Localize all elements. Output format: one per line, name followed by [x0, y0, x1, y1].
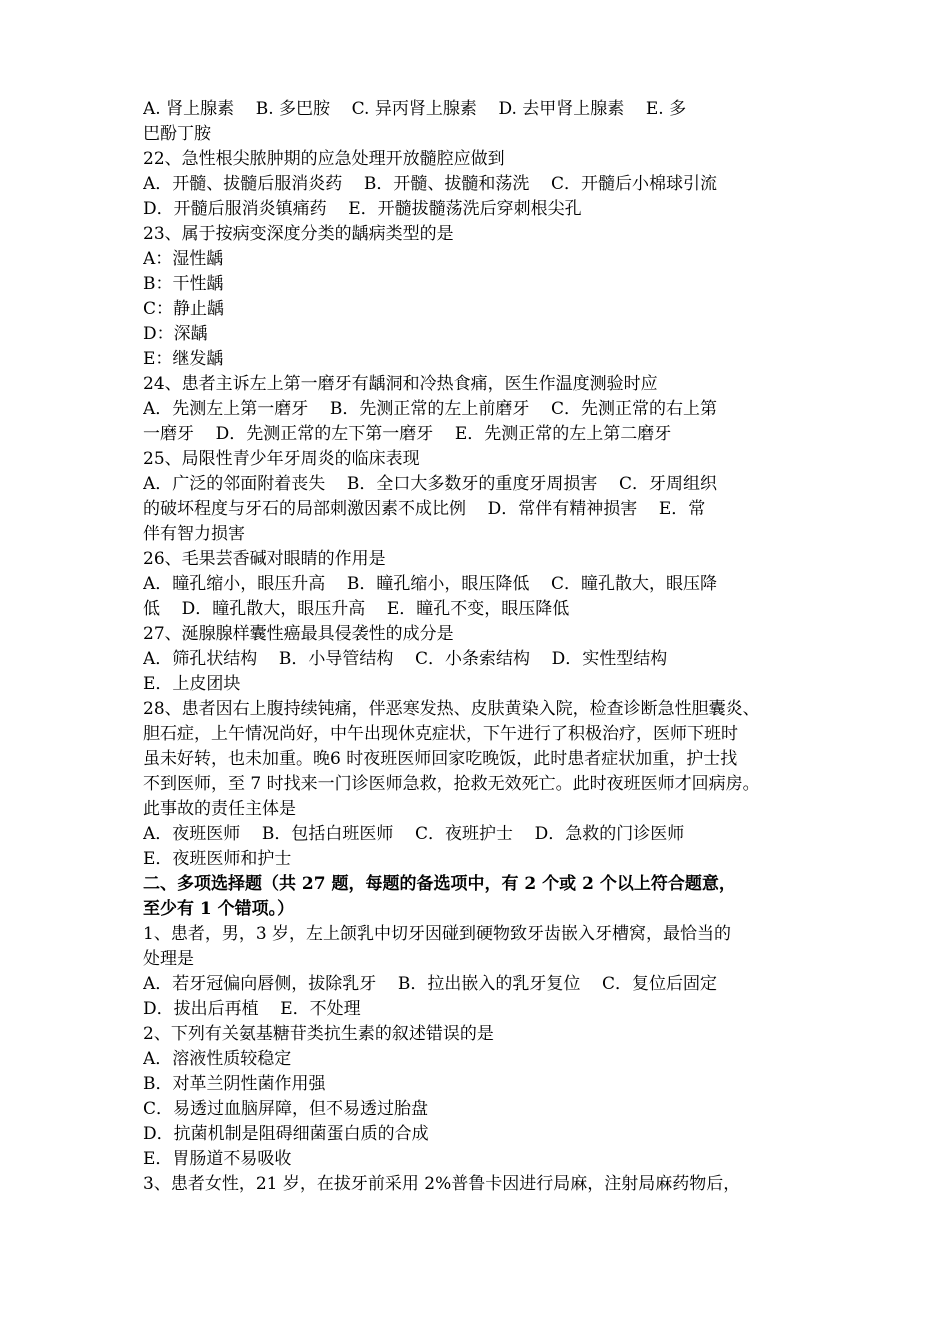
- text-line: A．筛孔状结构 B．小导管结构 C．小条索结构 D．实性型结构: [143, 649, 668, 669]
- text-line: A．广泛的邻面附着丧失 B．全口大多数牙的重度牙周损害 C．牙周组织: [143, 474, 718, 494]
- section-heading-line: 二、多项选择题（共 27 题，每题的备选项中，有 2 个或 2 个以上符合题意，: [143, 874, 736, 894]
- section-heading-line: 至少有 1 个错项。）: [143, 899, 295, 919]
- text-line: 此事故的责任主体是: [143, 799, 296, 819]
- text-line: 的破坏程度与牙石的局部刺激因素不成比例 D．常伴有精神损害 E．常: [143, 499, 706, 519]
- text-line: 22、急性根尖脓肿期的应急处理开放髓腔应做到: [143, 149, 505, 169]
- text-line: 伴有智力损害: [143, 524, 245, 544]
- text-line: E：继发龋: [143, 349, 224, 369]
- text-line: D．开髓后服消炎镇痛药 E．开髓拔髓荡洗后穿刺根尖孔: [143, 199, 582, 219]
- text-line: A．溶液性质较稳定: [143, 1049, 292, 1069]
- text-line: D．拔出后再植 E．不处理: [143, 999, 361, 1019]
- text-line: D．抗菌机制是阻碍细菌蛋白质的合成: [143, 1124, 429, 1144]
- text-line: D：深龋: [143, 324, 208, 344]
- text-line: 23、属于按病变深度分类的龋病类型的是: [143, 224, 454, 244]
- text-line: A．先测左上第一磨牙 B．先测正常的左上前磨牙 C．先测正常的右上第: [143, 399, 718, 419]
- text-line: 24、患者主诉左上第一磨牙有龋洞和冷热食痛，医生作温度测验时应: [143, 374, 658, 394]
- text-line: 不到医师，至 7 时找来一门诊医师急救，抢救无效死亡。此时夜班医师才回病房。: [143, 774, 760, 794]
- text-line: 胆石症，上午情况尚好，中午出现休克症状，下午进行了积极治疗，医师下班时: [143, 724, 738, 744]
- text-line: 2、下列有关氨基糖苷类抗生素的叙述错误的是: [143, 1024, 494, 1044]
- text-line: 3、患者女性，21 岁，在拔牙前采用 2%普鲁卡因进行局麻，注射局麻药物后，: [143, 1174, 741, 1194]
- text-line: A．开髓、拔髓后服消炎药 B．开髓、拔髓和荡洗 C．开髓后小棉球引流: [143, 174, 718, 194]
- document-page: [143, 97, 811, 1197]
- text-line: 虽未好转，也未加重。晚6 时夜班医师回家吃晚饭，此时患者症状加重，护士找: [143, 749, 738, 769]
- text-line: C．易透过血脑屏障，但不易透过胎盘: [143, 1099, 429, 1119]
- text-line: A．夜班医师 B．包括白班医师 C．夜班护士 D．急救的门诊医师: [143, 824, 685, 844]
- text-line: 26、毛果芸香碱对眼睛的作用是: [143, 549, 386, 569]
- text-line: 25、局限性青少年牙周炎的临床表现: [143, 449, 420, 469]
- text-line: 28、患者因右上腹持续钝痛，伴恶寒发热、皮肤黄染入院，检查诊断急性胆囊炎、: [143, 699, 760, 719]
- text-line: E．夜班医师和护士: [143, 849, 292, 869]
- text-line: 一磨牙 D．先测正常的左下第一磨牙 E．先测正常的左上第二磨牙: [143, 424, 672, 444]
- text-line: 处理是: [143, 949, 194, 969]
- text-line: 低 D．瞳孔散大，眼压升高 E．瞳孔不变，眼压降低: [143, 599, 570, 619]
- text-line: E．上皮团块: [143, 674, 241, 694]
- text-line: A：湿性龋: [143, 249, 224, 269]
- text-line: E．胃肠道不易吸收: [143, 1149, 292, 1169]
- text-line: B．对革兰阴性菌作用强: [143, 1074, 326, 1094]
- text-line: B：干性龋: [143, 274, 224, 294]
- text-line: 1、患者，男，3 岁，左上颌乳中切牙因碰到硬物致牙齿嵌入牙槽窝，最恰当的: [143, 924, 732, 944]
- text-line: 27、涎腺腺样囊性癌最具侵袭性的成分是: [143, 624, 454, 644]
- text-line: C：静止龋: [143, 299, 225, 319]
- text-line: A．瞳孔缩小，眼压升高 B．瞳孔缩小，眼压降低 C．瞳孔散大，眼压降: [143, 574, 718, 594]
- text-line: 巴酚丁胺: [143, 124, 211, 144]
- text-line: A．若牙冠偏向唇侧，拔除乳牙 B．拉出嵌入的乳牙复位 C．复位后固定: [143, 974, 718, 994]
- text-line: A. 肾上腺素 B. 多巴胺 C. 异丙肾上腺素 D. 去甲肾上腺素 E. 多: [143, 99, 687, 119]
